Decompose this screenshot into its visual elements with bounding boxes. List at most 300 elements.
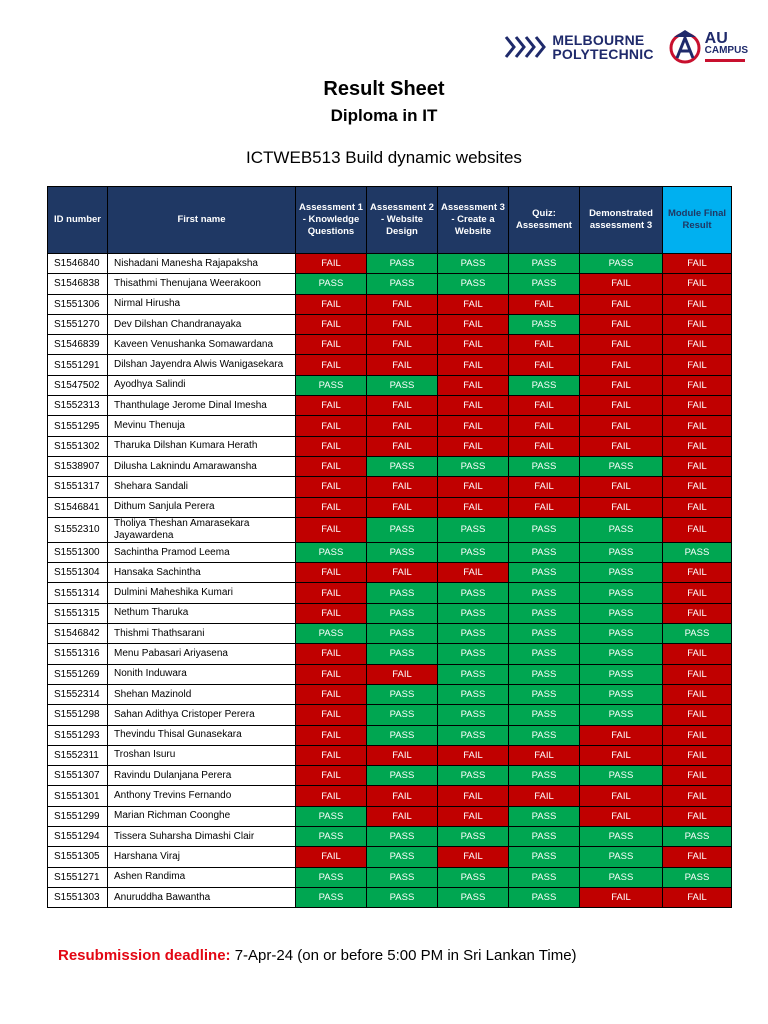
result-cell: PASS [367,827,438,847]
student-name-cell: Nishadani Manesha Rajapaksha [108,254,296,274]
student-name-cell: Ravindu Dulanjana Perera [108,766,296,786]
result-cell: FAIL [509,477,580,497]
result-cell: PASS [367,517,438,542]
result-cell: PASS [509,375,580,395]
header-id: ID number [48,187,108,254]
result-cell: PASS [580,542,663,562]
result-cell: PASS [509,725,580,745]
result-cell: PASS [509,563,580,583]
result-cell: FAIL [580,725,663,745]
result-cell: PASS [438,542,509,562]
table-row [48,542,732,562]
result-cell: FAIL [296,644,367,664]
result-cell: FAIL [296,563,367,583]
student-name-cell: Troshan Isuru [108,745,296,765]
result-cell: FAIL [438,563,509,583]
result-cell: FAIL [580,477,663,497]
result-cell: PASS [438,827,509,847]
result-cell: PASS [509,867,580,887]
result-cell: FAIL [438,847,509,867]
result-cell: FAIL [438,436,509,456]
result-cell: FAIL [296,725,367,745]
table-row [48,274,732,294]
result-cell: PASS [580,644,663,664]
result-cell: FAIL [663,416,732,436]
result-cell: PASS [296,827,367,847]
result-cell: FAIL [663,887,732,907]
result-cell: FAIL [296,664,367,684]
deadline-text: 7-Apr-24 (on or before 5:00 PM in Sri Lankan Time) [234,947,577,964]
result-cell: PASS [438,766,509,786]
student-id-cell: S1551316 [48,644,108,664]
result-cell: PASS [580,664,663,684]
table-row [48,563,732,583]
result-cell: PASS [509,624,580,644]
student-name-cell: Sahan Adithya Cristoper Perera [108,705,296,725]
table-row [48,603,732,623]
result-cell: PASS [509,684,580,704]
result-cell: PASS [367,725,438,745]
result-cell: FAIL [663,497,732,517]
table-row [48,766,732,786]
result-cell: PASS [296,624,367,644]
header-assessment-2: Assessment 2 - Website Design [367,187,438,254]
result-cell: FAIL [509,396,580,416]
table-row [48,314,732,334]
result-cell: FAIL [438,806,509,826]
student-id-cell: S1551271 [48,867,108,887]
result-cell: FAIL [438,294,509,314]
result-cell: FAIL [367,436,438,456]
result-cell: PASS [438,583,509,603]
page-title: Result Sheet [323,78,445,100]
student-id-cell: S1551315 [48,603,108,623]
student-name-cell: Kaveen Venushanka Somawardana [108,335,296,355]
result-cell: FAIL [580,887,663,907]
result-cell: FAIL [296,355,367,375]
result-cell: PASS [509,705,580,725]
student-id-cell: S1551301 [48,786,108,806]
result-cell: PASS [296,375,367,395]
result-cell: FAIL [296,684,367,704]
result-cell: PASS [580,684,663,704]
result-cell: FAIL [663,684,732,704]
result-cell: PASS [296,887,367,907]
result-cell: FAIL [663,314,732,334]
result-cell: PASS [438,887,509,907]
result-cell: FAIL [296,847,367,867]
result-cell: PASS [663,827,732,847]
table-row [48,396,732,416]
result-cell: PASS [438,517,509,542]
student-id-cell: S1551299 [48,806,108,826]
table-row [48,745,732,765]
result-cell: PASS [367,847,438,867]
table-row [48,887,732,907]
result-cell: FAIL [367,477,438,497]
student-name-cell: Ayodhya Salindi [108,375,296,395]
au-logo-line1: AU [704,29,728,47]
result-cell: PASS [438,456,509,476]
result-cell: PASS [367,644,438,664]
student-id-cell: S1551302 [48,436,108,456]
result-cell: FAIL [663,583,732,603]
table-row [48,583,732,603]
result-cell: PASS [509,274,580,294]
student-id-cell: S1551303 [48,887,108,907]
result-cell: FAIL [296,705,367,725]
result-cell: FAIL [438,355,509,375]
result-cell: FAIL [663,294,732,314]
table-row [48,477,732,497]
student-name-cell: Dilshan Jayendra Alwis Wanigasekara [108,355,296,375]
mp-logo-line1: MELBOURNE [552,32,645,48]
student-name-cell: Nethum Tharuka [108,603,296,623]
student-id-cell: S1551304 [48,563,108,583]
result-cell: FAIL [663,355,732,375]
student-id-cell: S1551306 [48,294,108,314]
result-cell: FAIL [296,477,367,497]
result-cell: FAIL [663,335,732,355]
result-cell: FAIL [663,375,732,395]
result-cell: FAIL [509,355,580,375]
result-cell: FAIL [509,745,580,765]
student-id-cell: S1551300 [48,542,108,562]
result-cell: FAIL [509,786,580,806]
result-cell: PASS [663,542,732,562]
result-cell: PASS [509,517,580,542]
student-id-cell: S1546839 [48,335,108,355]
student-name-cell: Tharuka Dilshan Kumara Herath [108,436,296,456]
table-row [48,375,732,395]
table-row [48,786,732,806]
result-cell: FAIL [580,745,663,765]
student-name-cell: Menu Pabasari Ariyasena [108,644,296,664]
header-assessment-1: Assessment 1 - Knowledge Questions [296,187,367,254]
student-id-cell: S1551269 [48,664,108,684]
result-cell: FAIL [296,583,367,603]
result-cell: FAIL [663,254,732,274]
result-cell: PASS [580,827,663,847]
result-cell: FAIL [367,563,438,583]
student-id-cell: S1552311 [48,745,108,765]
result-cell: PASS [509,456,580,476]
result-cell: FAIL [438,314,509,334]
result-cell: PASS [509,664,580,684]
result-cell: FAIL [296,314,367,334]
student-name-cell: Dev Dilshan Chandranayaka [108,314,296,334]
header-demonstrated: Demonstrated assessment 3 [580,187,663,254]
student-name-cell: Shehara Sandali [108,477,296,497]
result-cell: PASS [367,603,438,623]
table-row [48,624,732,644]
result-cell: PASS [509,806,580,826]
result-cell: PASS [509,603,580,623]
result-cell: PASS [509,766,580,786]
student-id-cell: S1552313 [48,396,108,416]
result-cell: FAIL [367,786,438,806]
melbourne-polytechnic-logo [504,33,653,61]
result-cell: FAIL [580,497,663,517]
table-row [48,684,732,704]
result-cell: FAIL [296,436,367,456]
result-cell: FAIL [663,603,732,623]
student-name-cell: Shehan Mazinold [108,684,296,704]
result-cell: PASS [580,456,663,476]
student-name-cell: Tissera Suharsha Dimashi Clair [108,827,296,847]
result-cell: FAIL [509,335,580,355]
result-cell: FAIL [296,294,367,314]
result-cell: PASS [580,603,663,623]
result-cell: PASS [509,847,580,867]
student-name-cell: Dilusha Laknindu Amarawansha [108,456,296,476]
student-name-cell: Thishmi Thathsarani [108,624,296,644]
result-cell: FAIL [580,314,663,334]
result-cell: FAIL [663,664,732,684]
student-id-cell: S1551294 [48,827,108,847]
result-cell: PASS [367,867,438,887]
result-cell: PASS [296,542,367,562]
result-cell: PASS [509,583,580,603]
student-id-cell: S1551270 [48,314,108,334]
result-cell: FAIL [663,644,732,664]
result-cell: FAIL [438,497,509,517]
resubmission-deadline [58,947,577,964]
result-cell: PASS [438,274,509,294]
table-row [48,867,732,887]
student-name-cell: Mevinu Thenuja [108,416,296,436]
result-cell: PASS [580,583,663,603]
table-row [48,355,732,375]
result-cell: FAIL [296,335,367,355]
result-cell: FAIL [663,725,732,745]
result-cell: FAIL [296,517,367,542]
table-row [48,456,732,476]
result-cell: FAIL [296,603,367,623]
result-cell: FAIL [367,314,438,334]
result-cell: FAIL [663,517,732,542]
student-name-cell: Thanthulage Jerome Dinal Imesha [108,396,296,416]
result-cell: FAIL [663,786,732,806]
result-cell: FAIL [367,664,438,684]
table-row [48,644,732,664]
result-cell: FAIL [367,745,438,765]
student-name-cell: Harshana Viraj [108,847,296,867]
mp-emblem-icon [504,34,546,60]
result-cell: PASS [580,254,663,274]
student-id-cell: S1546841 [48,497,108,517]
result-cell: FAIL [367,355,438,375]
result-cell: FAIL [438,335,509,355]
student-name-cell: Dithum Sanjula Perera [108,497,296,517]
student-name-cell: Nonith Induwara [108,664,296,684]
result-cell: PASS [367,766,438,786]
table-row [48,517,732,542]
au-logo-strip [705,59,745,62]
table-row [48,847,732,867]
result-cell: PASS [438,867,509,887]
result-cell: FAIL [296,745,367,765]
student-id-cell: S1551305 [48,847,108,867]
student-id-cell: S1551291 [48,355,108,375]
result-cell: PASS [367,254,438,274]
result-cell: PASS [367,456,438,476]
result-cell: FAIL [296,254,367,274]
student-id-cell: S1546842 [48,624,108,644]
page-subtitle: Diploma in IT [330,106,438,125]
result-cell: PASS [296,274,367,294]
result-cell: FAIL [663,847,732,867]
result-cell: FAIL [509,294,580,314]
result-cell: PASS [663,867,732,887]
result-cell: PASS [509,314,580,334]
student-id-cell: S1547502 [48,375,108,395]
result-cell: PASS [580,563,663,583]
result-cell: FAIL [663,563,732,583]
result-cell: FAIL [663,705,732,725]
table-header-row [48,187,732,254]
result-cell: PASS [438,664,509,684]
result-cell: FAIL [367,335,438,355]
result-cell: FAIL [580,416,663,436]
result-cell: FAIL [580,375,663,395]
result-cell: FAIL [296,766,367,786]
result-cell: FAIL [296,416,367,436]
result-cell: FAIL [367,806,438,826]
header-name: First name [108,187,296,254]
table-row [48,436,732,456]
result-cell: FAIL [663,436,732,456]
result-cell: FAIL [509,436,580,456]
student-id-cell: S1546838 [48,274,108,294]
unit-title: ICTWEB513 Build dynamic websites [246,148,522,167]
result-cell: PASS [367,274,438,294]
logos [504,22,748,72]
result-cell: FAIL [296,786,367,806]
table-row [48,254,732,274]
table-row [48,705,732,725]
result-cell: PASS [296,867,367,887]
result-cell: FAIL [438,477,509,497]
result-cell: FAIL [663,274,732,294]
student-name-cell: Marian Richman Coonghe [108,806,296,826]
student-name-cell: Dulmini Maheshika Kumari [108,583,296,603]
result-cell: FAIL [296,497,367,517]
table-row [48,335,732,355]
result-cell: FAIL [367,294,438,314]
result-cell: PASS [367,542,438,562]
result-cell: FAIL [438,396,509,416]
student-name-cell: Nirmal Hirusha [108,294,296,314]
result-cell: FAIL [580,355,663,375]
result-cell: FAIL [663,477,732,497]
student-name-cell: Anthony Trevins Fernando [108,786,296,806]
result-cell: FAIL [438,416,509,436]
result-cell: PASS [367,705,438,725]
result-cell: FAIL [663,745,732,765]
result-cell: FAIL [580,436,663,456]
header-quiz: Quiz: Assessment [509,187,580,254]
header-assessment-3: Assessment 3 - Create a Website [438,187,509,254]
result-cell: PASS [438,644,509,664]
result-cell: FAIL [438,786,509,806]
result-cell: FAIL [296,396,367,416]
result-cell: FAIL [580,294,663,314]
result-cell: FAIL [296,456,367,476]
result-cell: FAIL [580,786,663,806]
result-cell: PASS [367,887,438,907]
result-cell: FAIL [580,806,663,826]
student-name-cell: Sachintha Pramod Leema [108,542,296,562]
student-name-cell: Thevindu Thisal Gunasekara [108,725,296,745]
student-id-cell: S1546840 [48,254,108,274]
result-cell: PASS [367,684,438,704]
result-cell: PASS [580,517,663,542]
results-body [48,254,732,908]
table-row [48,497,732,517]
student-id-cell: S1551317 [48,477,108,497]
table-row [48,725,732,745]
result-cell: FAIL [663,396,732,416]
result-cell: PASS [663,624,732,644]
table-row [48,664,732,684]
result-cell: PASS [580,766,663,786]
result-cell: FAIL [509,497,580,517]
result-cell: FAIL [509,416,580,436]
result-cell: FAIL [663,766,732,786]
result-cell: PASS [580,624,663,644]
result-cell: PASS [509,542,580,562]
student-name-cell: Tholiya Theshan Amarasekara Jayawardena [108,517,296,542]
result-cell: PASS [367,624,438,644]
result-cell: FAIL [663,456,732,476]
student-name-cell: Ashen Randima [108,867,296,887]
student-id-cell: S1538907 [48,456,108,476]
result-cell: PASS [438,254,509,274]
table-row [48,827,732,847]
result-cell: PASS [438,725,509,745]
result-cell: FAIL [580,274,663,294]
au-logo-line2: CAMPUS [704,44,748,56]
table-row [48,416,732,436]
student-id-cell: S1551314 [48,583,108,603]
result-cell: PASS [367,583,438,603]
student-name-cell: Hansaka Sachintha [108,563,296,583]
result-cell: PASS [509,644,580,664]
result-cell: FAIL [367,416,438,436]
result-cell: FAIL [438,375,509,395]
result-cell: FAIL [663,806,732,826]
result-cell: PASS [580,705,663,725]
result-cell: FAIL [438,745,509,765]
result-cell: PASS [438,624,509,644]
result-cell: PASS [438,705,509,725]
result-cell: PASS [580,847,663,867]
result-cell: PASS [438,684,509,704]
au-emblem-icon [668,28,702,66]
result-cell: PASS [296,806,367,826]
student-id-cell: S1552314 [48,684,108,704]
student-name-cell: Anuruddha Bawantha [108,887,296,907]
student-id-cell: S1551307 [48,766,108,786]
au-campus-logo [668,28,748,66]
student-id-cell: S1552310 [48,517,108,542]
deadline-label: Resubmission deadline: [58,947,231,964]
student-id-cell: S1551295 [48,416,108,436]
student-id-cell: S1551293 [48,725,108,745]
result-cell: PASS [367,375,438,395]
result-cell: PASS [580,867,663,887]
